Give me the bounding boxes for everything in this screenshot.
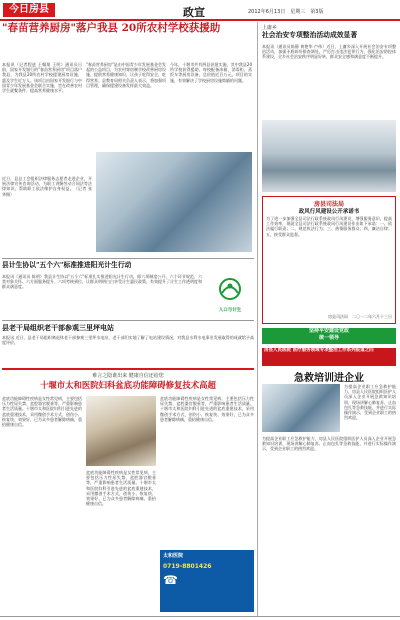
slogan-line-1: 坚持平安建设党政: [308, 328, 349, 334]
phone-icon: ☎: [163, 573, 178, 587]
ad-hospital-name: 太和医院: [163, 553, 184, 559]
story2-body: 本报讯（通讯员 陈明）我县计生协以"五个六"标准扎实推进阳光计生行动，即六项制度公开、六个环节规范、六类对象关怀、六方面服务提升、六项考核到位，让群众明明白白享受计生惠民政策，有效提升了计生工作透明度和群众满意度。: [2, 274, 202, 290]
section-title: 政宣: [183, 6, 205, 19]
lead-body-right: 今年，十堰市共有两县获批实施，其中我县20所学校获得援助，每校配备冰箱、消毒柜、蒸饭车等厨房设备，总价值近百万元。项目的实施，有效解决了学校厨房设施简陋的问题。: [170, 62, 252, 83]
lead-body-left: 本报讯（记者程进 王翰翔 王明）通讯员日前，国家开发银行的"春苗营养厨房"项目落户我县，为我县20所农村学校援建厨房设施，惠及学生近万人。该项目由国家开发银行与中国青少年发展基金会联合实施，旨在改善农村学生就餐条件，提高营养健康水平。: [2, 62, 82, 94]
ad-phone: 0719-8801426: [163, 563, 212, 570]
right-headline: 社会治安专项整治活动成效显著: [262, 31, 358, 39]
health-body: 为提高企业职工应急救护能力，房县人民医院组织医护人员深入企业开展急救知识培训，现场讲解心肺复苏、止血包扎等急救技能，并进行实际操作演示，受到企业职工的热烈欢迎。: [262, 436, 396, 452]
slogan-banner: [262, 328, 396, 344]
issue-date: 2012年6月13日 星期三 第3版: [248, 9, 324, 15]
newspaper-logo: 今日房县: [3, 3, 55, 17]
right-body: 本报讯（通讯员陈静 黄艳华 卢伟）近日，上庸乡深入开展社会治安专项整治活动，加强矛盾纠纷排查调处，严厉打击违法犯罪行为，强化治安防控体系建设，全乡社会治安秩序明显好转，群众安全感和满意度不断提升。: [262, 44, 396, 60]
family-planning-logo: [210, 277, 250, 311]
story2-headline: 县计生协以"五个六"标准推进阳光计生行动: [2, 261, 132, 269]
story4-photo: [86, 396, 156, 466]
story4-kicker: 难言之隐谁出来 健康自信还给您: [92, 373, 164, 379]
story4-headline: 十堰市太和医院妇科盆底功能障碍修复技术高超: [40, 380, 216, 390]
hospital-ad: [160, 550, 254, 612]
notice-title: 房县司法局: [313, 201, 344, 208]
health-headline: 急救培训进企业: [294, 373, 364, 384]
logo-caption: 人口与计生: [218, 308, 242, 313]
lead-photo: [96, 152, 252, 252]
notice-subtitle: 政风行风建设公开承诺书: [298, 209, 360, 215]
story4-body-3: 盆底功能障碍性疾病是女性常见病，主要包括压力性尿失禁、盆腔器官脱垂等，严重影响患者生活质量。十堰市太和医院妇科引进先进的盆底重建技术，采用微创手术方式，创伤小、恢复快、效果好，已为众多患者解除病痛，重拾健康自信。: [160, 396, 254, 422]
footer-rule: [0, 616, 400, 617]
header-rule: [0, 19, 400, 21]
divider: [2, 258, 254, 259]
story4-body-2: 盆底功能障碍性疾病是女性常见病，主要包括压力性尿失禁、盆腔器官脱垂等，严重影响患者生活质量。十堰市太和医院妇科引进先进的盆底重建技术，采用微创手术方式，创伤小、恢复快、效果好，已为众多患者解除病痛，重拾健康自信。: [86, 470, 156, 507]
health-series-banner: 房县人民医院 医疗服务领域专项整治工作系列报道之四: [262, 348, 396, 366]
column-divider: [257, 22, 258, 616]
lead-body-mid: "春苗营养厨房"是由中国青少年发展基金会发起的公益项目，为农村寄宿制学校改善厨房设施、提供营养健康知识，让孩子吃得安全、吃得营养。县教育局相关负责人表示，将加强项目管理，确保援建设备发挥最大效益。: [86, 62, 166, 88]
slogan-line-2: 统一领导: [318, 335, 339, 341]
story3-body: 本报讯 近日，县老干局组织离退休老干部参观三里坪水电站，老干部们实地了解了电站建设情况，对我县水利水电事业发展取得的成就给予高度评价。: [2, 335, 254, 346]
photo-caption: 近日，县总工会组织法律服务志愿者走进企业，开展法律宣传咨询活动，为职工讲解劳动合同法等法律知识，帮助职工依法维护自身权益。（记者 张 华摄）: [2, 176, 92, 197]
right-kicker: 上庸乡: [262, 25, 278, 31]
story3-headline: 县老干局组织老干部参观三里坪电站: [2, 323, 114, 332]
divider: [2, 368, 254, 370]
health-photo: [262, 384, 340, 432]
lead-headline: "春苗营养厨房"落户我县 20所农村学校获援助: [2, 22, 221, 34]
notice-body: 为了进一步加强全县司法行政系统政风行风建设，增强服务意识，提高工作效率，现就全县司法行政系统政风行风建设作出如下承诺：一、依法履行职责；二、规范执法行为；三、热情服务群众；四、廉洁自律；五、接受群众监督。: [266, 216, 392, 237]
right-photo: [262, 120, 396, 192]
notice-signature: 房县司法局 二〇一二年六月十三日: [328, 314, 392, 319]
health-body-side: 为提高企业职工应急救护能力，房县人民医院组织医护人员深入企业开展急救知识培训，现场讲解心肺复苏、止血包扎等急救技能，并进行实际操作演示，受到企业职工的热烈欢迎。: [344, 384, 396, 421]
story4-body-1: 盆底功能障碍性疾病是女性常见病，主要包括压力性尿失禁、盆腔器官脱垂等，严重影响患者生活质量。十堰市太和医院妇科引进先进的盆底重建技术，采用微创手术方式，创伤小、恢复快、效果好，已为众多患者解除病痛，重拾健康自信。: [2, 396, 82, 428]
divider: [2, 320, 254, 321]
